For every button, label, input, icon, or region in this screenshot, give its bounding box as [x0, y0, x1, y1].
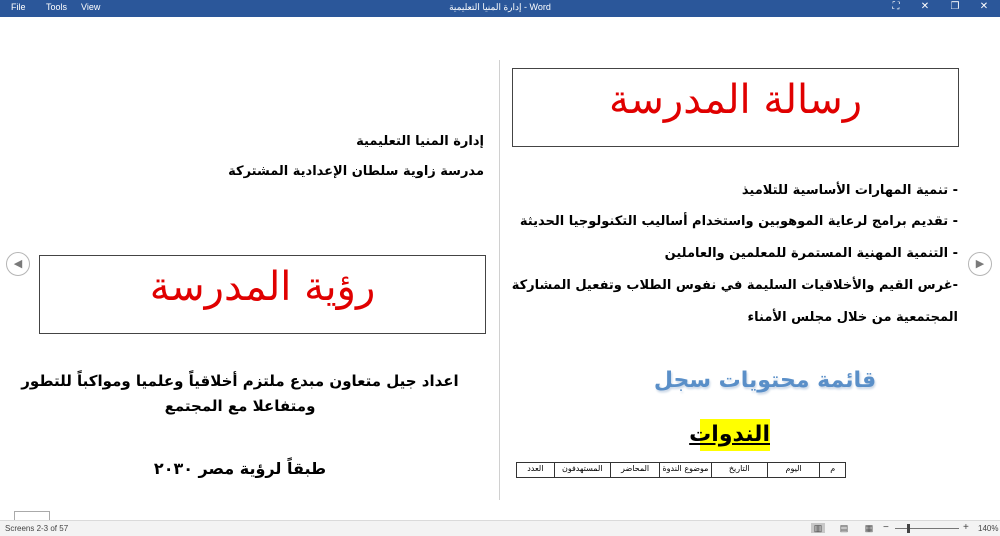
vision-line-1: اعداد جيل متعاون مبدع ملتزم أخلاقياً وعلميا ومواكباً للتطور — [21, 372, 459, 390]
zoom-slider-thumb[interactable] — [907, 524, 910, 533]
menu-view[interactable]: View — [81, 2, 101, 12]
document-title: إدارة المنيا التعليمية - Word — [449, 2, 551, 12]
menu-file[interactable]: File — [11, 2, 26, 12]
left-page — [0, 17, 500, 512]
zoom-in-button[interactable]: + — [963, 522, 969, 533]
col-day: اليوم — [767, 463, 819, 478]
close-icon[interactable]: ✕ — [979, 1, 989, 12]
fit-window-icon[interactable]: ⛶ — [892, 1, 900, 12]
zoom-slider[interactable] — [895, 528, 959, 529]
next-page-button[interactable]: ▶ — [968, 252, 992, 276]
right-page — [500, 17, 1000, 512]
col-count: العدد — [517, 463, 555, 478]
restore-icon[interactable]: ❐ — [950, 1, 960, 12]
mission-bullet-2: - تقديم برامج لرعاية الموهوبين واستخدام أساليب التكنولوجيا الحديثة — [519, 214, 958, 229]
seminars-table — [516, 462, 846, 478]
zoom-out-button[interactable]: − — [883, 522, 889, 533]
mission-bullet-1: - تنمية المهارات الأساسية للتلاميذ — [741, 183, 958, 198]
col-lecturer: المحاضر — [610, 463, 660, 478]
title-bar — [0, 0, 1000, 17]
print-layout-icon[interactable]: ▤ — [839, 523, 849, 533]
mission-bullet-3: - التنمية المهنية المستمرة للمعلمين والعاملين — [664, 246, 958, 261]
screen-counter: Screens 2-3 of 57 — [5, 524, 69, 533]
register-heading: قائمة محتويات سجل — [653, 368, 877, 393]
vision-title: رؤية المدرسة — [39, 255, 486, 334]
mission-bullet-4: -غرس القيم والأخلاقيات السليمة في نفوس الطلاب وتفعيل المشاركة — [511, 278, 958, 293]
vision-line-2: ومتفاعلا مع المجتمع — [164, 397, 316, 415]
mission-bullet-5: المجتمعية من خلال مجلس الأمناء — [747, 310, 958, 325]
col-number: م — [820, 463, 846, 478]
mission-title: رسالة المدرسة — [512, 68, 959, 147]
egypt-2030-line: طبقاً لرؤية مصر ٢٠٣٠ — [153, 459, 327, 478]
web-layout-icon[interactable]: ▦ — [864, 523, 874, 533]
close-reader-icon[interactable]: ✕ — [920, 1, 930, 12]
read-mode-icon[interactable]: ▥ — [811, 523, 825, 533]
col-date: التاريخ — [711, 463, 767, 478]
menu-tools[interactable]: Tools — [46, 2, 68, 12]
admin-name: إدارة المنيا التعليمية — [356, 134, 484, 149]
prev-page-button[interactable]: ◀ — [6, 252, 30, 276]
school-name: مدرسة زاوية سلطان الإعدادية المشتركة — [228, 164, 484, 179]
seminars-heading: الندوات — [700, 419, 770, 451]
zoom-level[interactable]: 140% — [978, 524, 999, 533]
col-target: المستهدفون — [554, 463, 610, 478]
col-topic: موضوع الندوة — [660, 463, 711, 478]
status-bar — [0, 520, 1000, 536]
